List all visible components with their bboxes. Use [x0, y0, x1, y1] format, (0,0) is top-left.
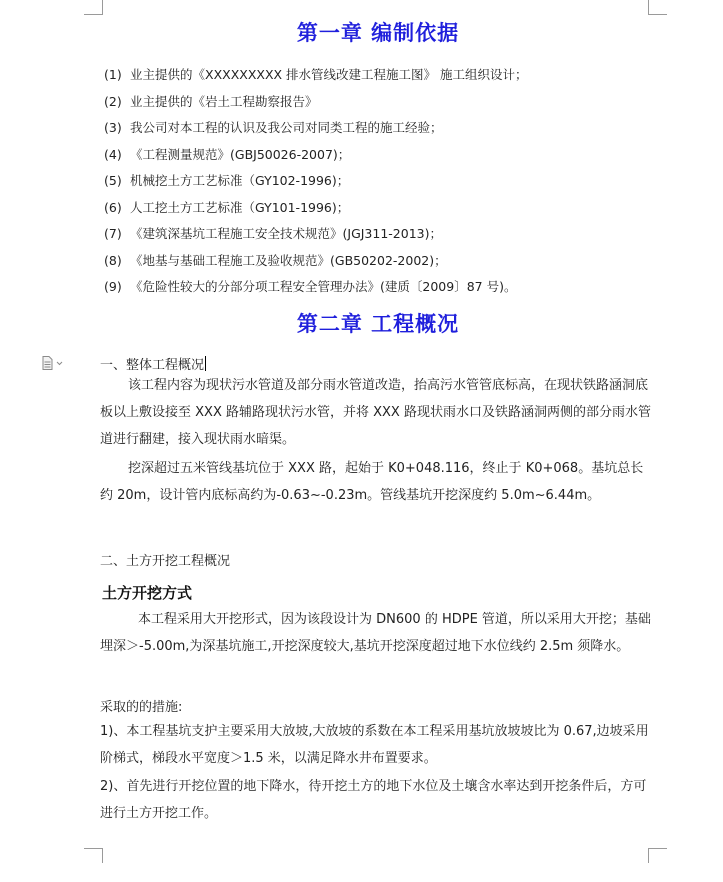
chapter-2-title: 第二章 工程概况 — [296, 312, 460, 336]
crop-mark-top-left — [84, 0, 103, 15]
reference-item-7 — [104, 221, 528, 248]
reference-number: (4) — [104, 146, 122, 162]
reference-item-4 — [104, 142, 528, 169]
reference-text: 《工程测量规范》(GBJ50026-2007)； — [130, 146, 351, 162]
document-icon[interactable] — [42, 356, 64, 370]
chapter-1-title: 第一章 编制依据 — [296, 21, 460, 45]
reference-item-3 — [104, 115, 528, 142]
reference-item-6 — [104, 195, 528, 222]
reference-item-2 — [104, 89, 528, 116]
reference-list — [104, 62, 528, 301]
crop-mark-bottom-right — [648, 848, 667, 863]
reference-number: (8) — [104, 252, 122, 268]
reference-text: 《建筑深基坑工程施工安全技术规范》(JGJ311-2013)； — [130, 226, 442, 241]
reference-item-8 — [104, 248, 528, 275]
section-1-heading: 一、整体工程概况 — [100, 358, 205, 373]
reference-number: (5) — [104, 173, 122, 188]
reference-text: 业主提供的《XXXXXXXXX 排水管线改建工程施工图》 施工组织设计； — [130, 67, 528, 82]
reference-item-9 — [104, 274, 528, 301]
reference-number: (3) — [104, 120, 122, 135]
reference-text: 《地基与基础工程施工及验收规范》(GB50202-2002)； — [130, 252, 447, 268]
reference-text: 《危险性较大的分部分项工程安全管理办法》(建质〔2009〕87 号)。 — [130, 279, 517, 294]
excavation-method-paragraph: 本工程采用大开挖形式，因为该段设计为 DN600 的 HDPE 管道，所以采用大开挖；基础埋深＞-5.00m,为深基坑施工,开挖深度较大,基坑开挖深度超过地下水位线约 2.5m 须降水。 — [100, 612, 651, 654]
reference-text: 业主提供的《岩土工程勘察报告》 — [130, 93, 318, 109]
reference-text: 人工挖土方工艺标准（GY101-1996)； — [130, 199, 350, 215]
reference-text: 机械挖土方工艺标准（GY102-1996)； — [130, 173, 350, 188]
section-2-heading: 二、土方开挖工程概况 — [100, 554, 231, 569]
section-1-paragraph-1: 该工程内容为现状污水管道及部分雨水管道改造，抬高污水管管底标高，在现状铁路涵洞底板以上敷设接至 XXX 路辅路现状污水管，并将 XXX 路现状雨水口及铁路涵洞两侧的部分雨水管道进行翻建，接入现状雨水暗渠。 — [100, 378, 651, 447]
crop-mark-top-right — [648, 0, 667, 15]
reference-number: (9) — [104, 279, 122, 294]
reference-number: (6) — [104, 199, 122, 215]
reference-text: 我公司对本工程的认识及我公司对同类工程的施工经验； — [130, 120, 443, 135]
reference-number: (1) — [104, 67, 122, 82]
measures-label: 采取的的措施: — [100, 700, 183, 715]
excavation-method-heading: 土方开挖方式 — [102, 584, 193, 602]
section-1-paragraph-2: 挖深超过五米管线基坑位于 XXX 路，起始于 K0+048.116，终止于 K0+068。基坑总长约 20m，设计管内底标高约为-0.63~-0.23m。管线基坑开挖深度约 5.0m~6.44m。 — [100, 461, 644, 503]
text-cursor — [205, 356, 206, 371]
reference-number: (7) — [104, 226, 122, 241]
crop-mark-bottom-left — [84, 848, 103, 863]
measure-1: 1)、本工程基坑支护主要采用大放坡,大放坡的系数在本工程采用基坑放坡坡比为 0.67,边坡采用阶梯式，梯段水平宽度＞1.5 米，以满足降水井布置要求。 — [100, 724, 649, 766]
measure-2: 2)、首先进行开挖位置的地下降水，待开挖土方的地下水位及土壤含水率达到开挖条件后，方可进行土方开挖工作。 — [100, 779, 647, 821]
reference-item-1 — [104, 62, 528, 89]
reference-item-5 — [104, 168, 528, 195]
reference-number: (2) — [104, 93, 122, 109]
section-1-heading-line[interactable] — [100, 354, 656, 373]
